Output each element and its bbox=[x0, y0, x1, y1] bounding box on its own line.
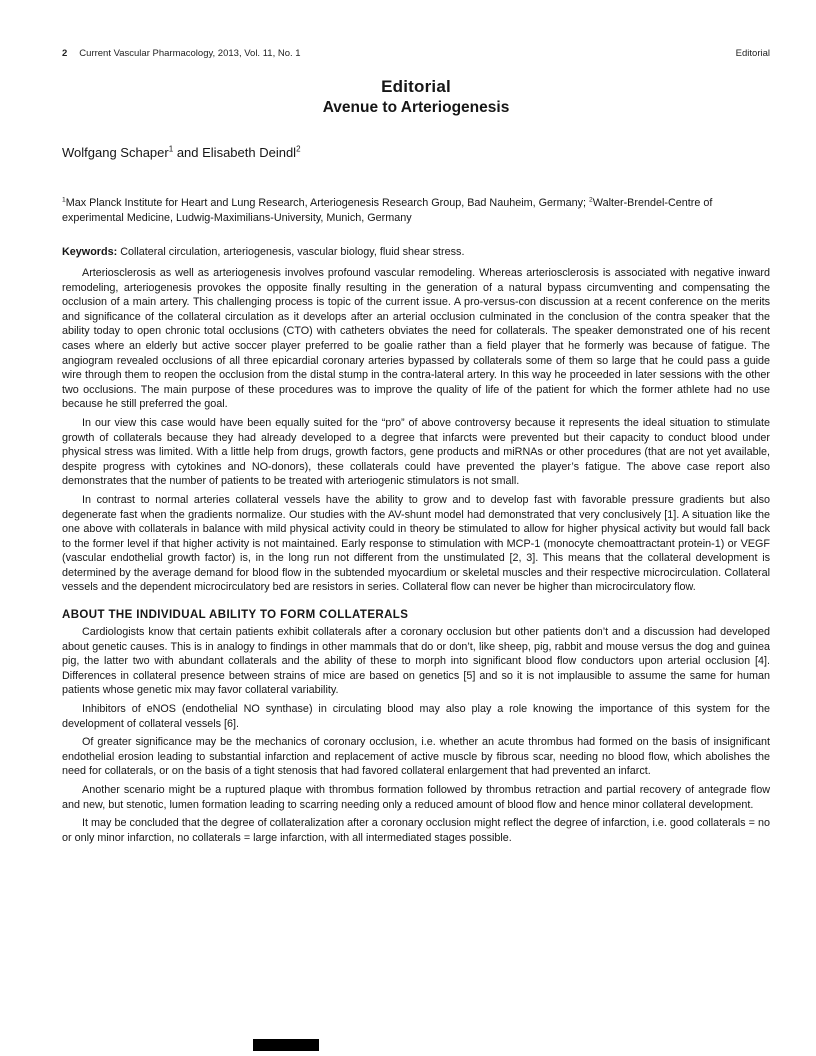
affiliation-mark-1: 1 bbox=[62, 196, 66, 204]
journal-citation: Current Vascular Pharmacology, 2013, Vol. 11, No. 1 bbox=[79, 48, 301, 59]
section1-paragraph-5: It may be concluded that the degree of collateralization after a coronary occlusion might reflect the degree of infarction, i.e. good collaterals = no or only minor infarction, no collaterals = large infarction, with all intermediated stages possible. bbox=[62, 817, 770, 844]
intro-paragraph-3: In contrast to normal arteries collateral vessels have the ability to grow and to develop fast with favorable pressure gradients but also degenerate fast when the gradients normalize. Our studies with the AV-shunt model had demonstrated that very conclusively [1]. A situation like the one above with collaterals in balance with mild physical activity could in theory be stimulated to allow for higher physical activity but would fall back to the former level if that higher activity is not maintained. Early response to stimulation with MCP-1 (monocyte chemoattractant protein-1) or VEGF (vascular endothelial growth factor) is, in the long run not different from the unstimulated [2, 3]. This means that the collateral development is determined by the average demand for blood flow in the subtended myocardium or skeletal muscles and their respective microcirculation. Collateral vessels and the dependent microcirculatory bed are resistors in series. Collateral flow can never be higher than microcirculatory flow. bbox=[62, 493, 770, 594]
section1-paragraph-2: Inhibitors of eNOS (endothelial NO synthase) in circulating blood may also play a role knowing the importance of this system for the development of collateral vessels [6]. bbox=[62, 703, 770, 730]
running-head bbox=[62, 48, 770, 59]
running-head-right: Editorial bbox=[735, 48, 770, 59]
page-number: 2 bbox=[62, 48, 68, 59]
authors-line bbox=[62, 145, 770, 160]
affiliation-text-1: Max Planck Institute for Heart and Lung Research, Arteriogenesis Research Group, Bad Nauheim, Germany; bbox=[65, 197, 590, 209]
keywords-text: Collateral circulation, arteriogenesis, vascular biology, fluid shear stress. bbox=[117, 246, 465, 258]
affiliation-text-2: Walter-Brendel-Centre of experimental Medicine, Ludwig-Maximilians-University, Munich, Germany bbox=[62, 197, 713, 224]
author-affiliation-mark-2: 2 bbox=[296, 144, 301, 154]
section1-paragraph-3: Of greater significance may be the mechanics of coronary occlusion, i.e. whether an acute thrombus had formed on the basis of insignificant endothelial erosion leading to substantial infarction and replacement of active muscle by fibrous scar, needing no blood flow, which abolishes the need for collaterals, or on the basis of a tight stenosis that had favored collateral enlargement that had prevented an infarct. bbox=[62, 736, 770, 778]
affiliation-mark-2: 2 bbox=[589, 196, 593, 204]
keywords-line bbox=[62, 246, 770, 258]
section1-paragraph-4: Another scenario might be a ruptured plaque with thrombus formation followed by thrombus retraction and partial recovery of antegrade flow and new, but stenotic, lumen formation leading to scarring needing only a reduced amount of blood flow and hence minor collateral development. bbox=[62, 784, 770, 811]
author-affiliation-mark-1: 1 bbox=[168, 144, 174, 154]
author-name-2: and Elisabeth Deindl bbox=[173, 145, 297, 160]
intro-paragraph-2: In our view this case would have been equally suited for the “pro” of above controversy because it represents the ideal situation to stimulate growth of collaterals because they had already developed to a degree that infarcts were prevented but their capacity to conduct blood under physical stress was limited. With a little help from drugs, growth factors, gene products and miRNAs or other procedures (that are not yet available, despite progress with cytokines and NO-donors), these collaterals could have prevented the player’s fatigue. The above case report also demonstrates that the number of patients to be treated with arteriogenic stimulators is not small. bbox=[62, 416, 770, 488]
section-heading-individual-ability: ABOUT THE INDIVIDUAL ABILITY TO FORM COLLATERALS bbox=[62, 609, 409, 622]
article-title: Avenue to Arteriogenesis bbox=[322, 99, 510, 116]
footer-bar bbox=[253, 1039, 319, 1051]
keywords-label: Keywords: bbox=[62, 246, 118, 258]
intro-paragraph-1: Arteriosclerosis as well as arteriogenesis involves profound vascular remodeling. Whereas arteriosclerosis is associated with negative inward remodeling, arteriogenesis provokes the opposite finally resulting in the generation of a natural bypass circumventing and compensating the occlusion of a main artery. This challenging process is topic of the current issue. A pro-versus-con discussion at a recent conference on the merits and significance of the collateral circulation as it develops after an arterial occlusion culminated in the conclusion of the contra speaker that the ability today to open chronic total occlusions (CTO) with catheters obviates the need for collaterals. The speaker demonstrated one of his recent cases where an elderly but active soccer player preferred to be goalie rather than a field player that he formerly was because of fatigue. The angiogram revealed occlusions of all three epicardial coronary arteries bypassed by collaterals some of them so large that he could pass a guide wire through them to reopen the occlusion from the distal stump in the contra-lateral artery. In this way he proceeded in later sessions with the other two occlusions. The main purpose of these procedures was to improve the quality of life of the patient for which the former athlete had no use because he still preferred the goal. bbox=[62, 267, 770, 411]
article-type-title: Editorial bbox=[381, 77, 451, 96]
author-name-1: Wolfgang Schaper bbox=[62, 145, 169, 160]
running-head-left bbox=[62, 48, 301, 59]
section1-paragraph-1: Cardiologists know that certain patients exhibit collaterals after a coronary occlusion but other patients don’t and a discussion had developed about genetic causes. This is in analogy to findings in other mammals that do or don’t, like sheep, pig, rabbit and mouse versus the dog and guinea pig, the latter two with abundant collaterals and the ability of these to morph into significant blood flow conductors upon arterial occlusion [4]. Differences in collateral presence between strains of mice are based on genetics [5] and so it is not implausible to assume the same for human patients whose genetic mix may favor collateral variability. bbox=[62, 626, 770, 697]
affiliations bbox=[62, 196, 770, 226]
